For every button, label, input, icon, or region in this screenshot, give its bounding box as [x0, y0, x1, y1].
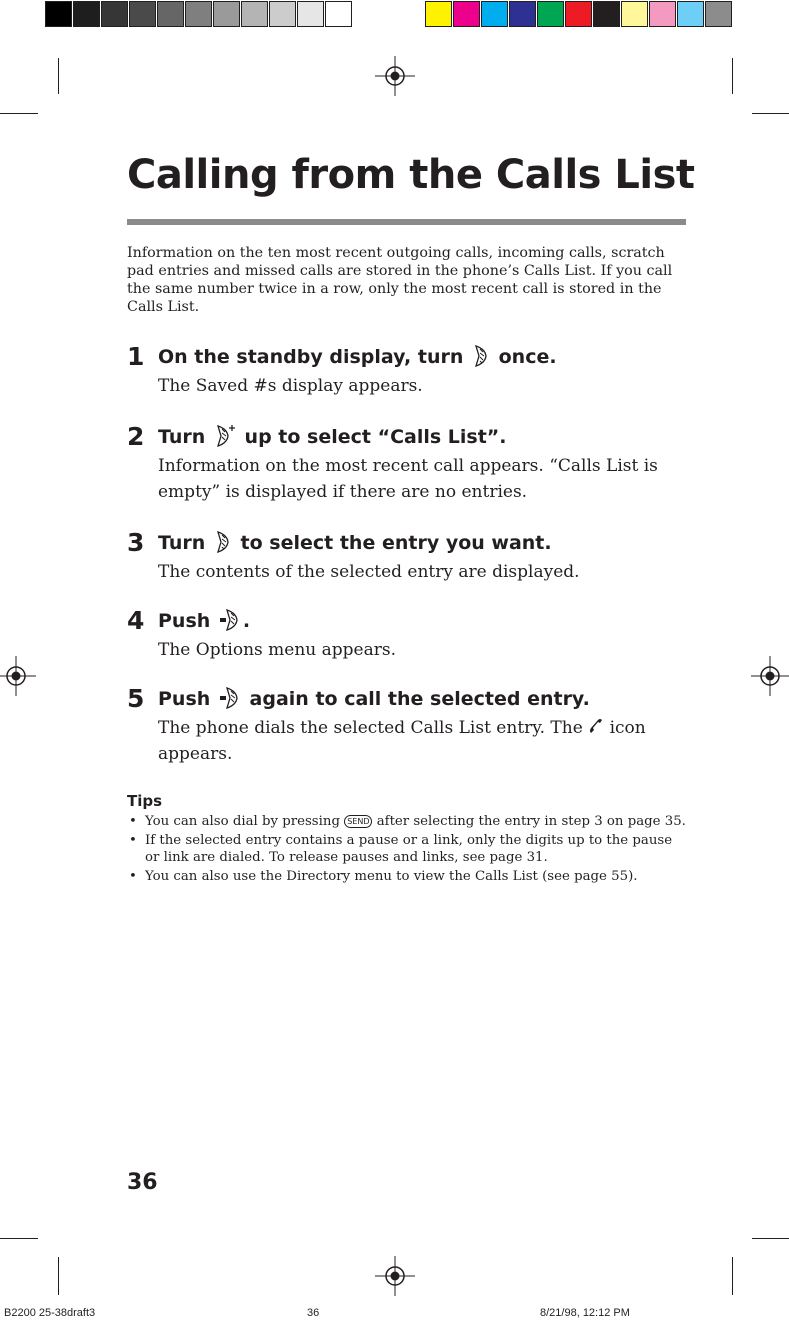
step-text: again to call the selected entry.	[249, 688, 590, 710]
step-text: Push	[158, 610, 211, 632]
crop-mark	[58, 1257, 59, 1295]
color-swatch	[425, 1, 452, 27]
step-instruction	[158, 607, 687, 635]
step-result: The Saved #s display appears.	[158, 376, 423, 396]
step-text: Turn	[158, 532, 206, 554]
step-text: up to select “Calls List”.	[244, 426, 507, 448]
title-underline	[127, 219, 686, 225]
footer-slug-left: B2200 25-38draft3	[4, 1307, 96, 1319]
step-number: 2	[127, 422, 145, 451]
page-number: 36	[127, 1170, 158, 1195]
registration-mark-icon	[751, 656, 789, 696]
color-swatch	[705, 1, 732, 27]
step-5	[127, 685, 687, 767]
crop-mark	[732, 58, 733, 94]
step-3	[127, 529, 687, 585]
color-swatch	[213, 1, 240, 27]
color-swatch	[537, 1, 564, 27]
grayscale-calibration-bar	[45, 1, 353, 30]
step-instruction	[158, 423, 687, 451]
tip-text: You can also dial by pressing	[145, 814, 340, 829]
step-number: 5	[127, 684, 145, 713]
step-instruction	[158, 343, 687, 371]
color-swatch	[453, 1, 480, 27]
step-4	[127, 607, 687, 663]
color-swatch	[325, 1, 352, 27]
color-swatch	[593, 1, 620, 27]
step-2	[127, 423, 687, 505]
step-text: .	[242, 610, 251, 632]
color-swatch	[241, 1, 268, 27]
jog-dial-up-icon	[214, 424, 236, 448]
step-number: 4	[127, 606, 145, 635]
color-swatch	[269, 1, 296, 27]
registration-mark-icon	[375, 56, 415, 96]
color-swatch	[157, 1, 184, 27]
step-text: The phone dials the selected Calls List entry. The	[158, 718, 583, 738]
color-swatch	[677, 1, 704, 27]
step-number: 3	[127, 528, 145, 557]
step-text: On the standby display, turn	[158, 346, 464, 368]
tip-text: after selecting the entry in step 3 on page 35.	[376, 814, 686, 829]
bullet: •	[129, 833, 137, 848]
jog-dial-push-icon	[219, 686, 241, 710]
crop-mark	[0, 113, 38, 114]
step-result: The Options menu appears.	[158, 640, 396, 660]
color-swatch	[101, 1, 128, 27]
crop-mark	[0, 1238, 38, 1239]
step-1	[127, 343, 687, 399]
tips-list	[127, 813, 687, 887]
color-swatch	[621, 1, 648, 27]
color-swatch	[509, 1, 536, 27]
list-item	[127, 813, 687, 830]
step-result: The contents of the selected entry are displayed.	[158, 562, 580, 582]
color-swatch	[129, 1, 156, 27]
color-swatch	[297, 1, 324, 27]
list-item	[127, 832, 687, 866]
send-key-icon: SEND	[344, 815, 372, 828]
footer-slug-date: 8/21/98, 12:12 PM	[540, 1307, 630, 1319]
crop-mark	[752, 113, 789, 114]
color-swatch	[649, 1, 676, 27]
step-number: 1	[127, 342, 145, 371]
jog-dial-push-icon	[219, 608, 241, 632]
jog-dial-turn-icon	[472, 344, 490, 368]
jog-dial-turn-icon	[214, 530, 232, 554]
tip-text: You can also use the Directory menu to view the Calls List (see page 55).	[145, 869, 638, 884]
color-swatch	[45, 1, 72, 27]
bullet: •	[129, 814, 137, 829]
color-swatch	[185, 1, 212, 27]
step-result: Information on the most recent call appears. “Calls List is empty” is displayed if there are no entries.	[158, 456, 658, 502]
tips-heading: Tips	[127, 792, 163, 810]
color-swatch	[481, 1, 508, 27]
color-swatch	[73, 1, 100, 27]
page-title: Calling from the Calls List	[127, 152, 695, 198]
color-swatch	[565, 1, 592, 27]
registration-mark-icon	[0, 656, 36, 696]
step-text: icon appears.	[158, 718, 646, 764]
step-text: once.	[498, 346, 557, 368]
intro-paragraph: Information on the ten most recent outgoing calls, incoming calls, scratch pad entries and missed calls are stored in the phone’s Calls List. If you call the same number twice in a row, only the most recent call is stored in the Calls List.	[127, 245, 673, 315]
crop-mark	[732, 1257, 733, 1295]
list-item	[127, 868, 687, 885]
step-text: Turn	[158, 426, 206, 448]
crop-mark	[752, 1238, 789, 1239]
bullet: •	[129, 869, 137, 884]
tip-text: If the selected entry contains a pause or a link, only the digits up to the pause or link are dialed. To release pauses and links, see page 31.	[145, 833, 673, 865]
step-instruction	[158, 529, 687, 557]
crop-mark	[58, 58, 59, 94]
step-text: to select the entry you want.	[240, 532, 552, 554]
color-calibration-bar	[425, 1, 733, 30]
footer-slug-page: 36	[307, 1307, 320, 1319]
registration-mark-icon	[375, 1256, 415, 1296]
step-result	[158, 715, 687, 767]
phone-handset-icon	[588, 717, 604, 735]
step-instruction	[158, 685, 687, 713]
step-text: Push	[158, 688, 211, 710]
